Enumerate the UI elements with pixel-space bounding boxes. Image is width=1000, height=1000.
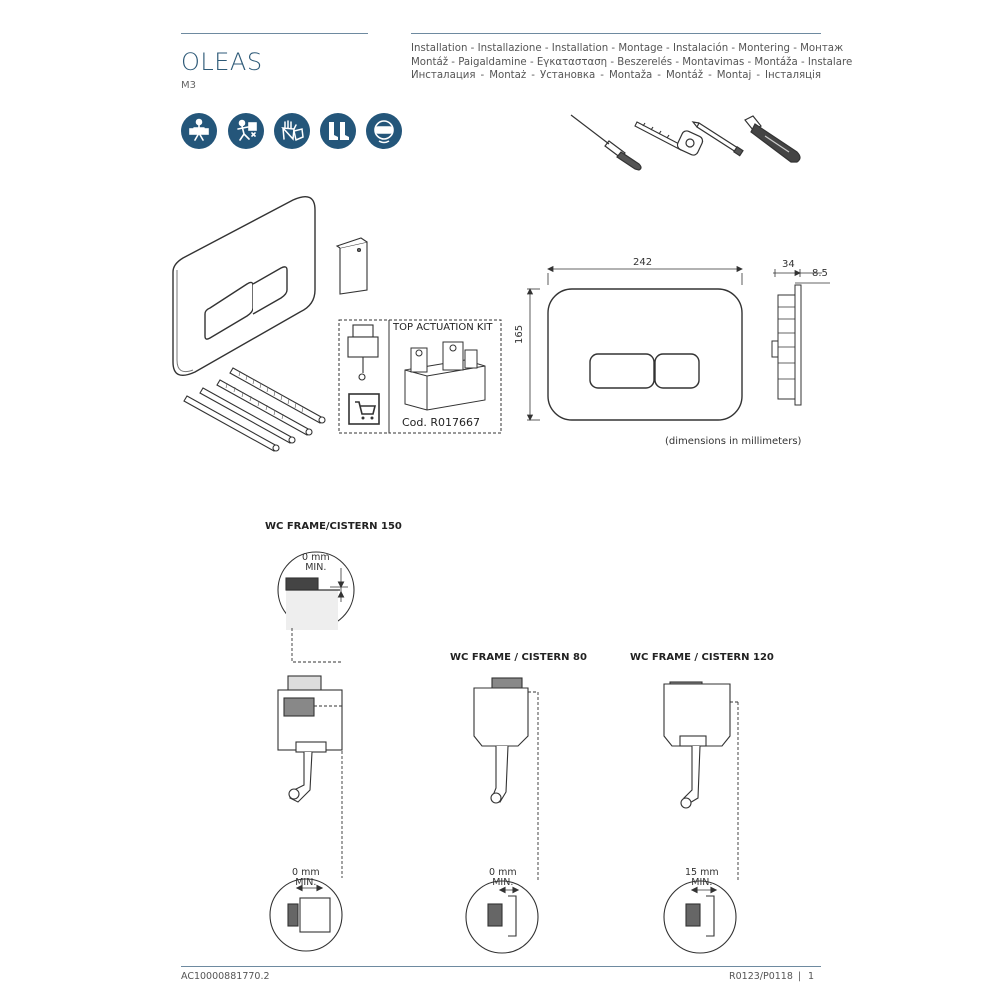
cistern-80-drawing: [466, 678, 538, 953]
footer-rule: [181, 966, 821, 967]
header-rule-left: [181, 33, 368, 34]
utility-knife-icon: [745, 116, 800, 162]
frame-120-bottom-min: [685, 868, 719, 888]
safety-boots-icon: [320, 113, 356, 149]
installation-languages-line-1: Installation - Installazione - Installation - Montage - Instalación - Montering - Монтаж: [411, 43, 844, 54]
min-value: 0 mm: [489, 867, 517, 878]
product-model: M3: [181, 80, 196, 91]
frame-150-bottom-min: [292, 868, 320, 888]
kit-code: Cod. R017667: [402, 416, 481, 429]
cistern-150-drawing: [270, 552, 354, 951]
dimension-height: 165: [514, 324, 525, 344]
cistern-120-drawing: [664, 682, 738, 953]
min-value: 0 mm: [292, 867, 320, 878]
installation-languages-line-2: Montáž - Paigaldamine - Εγκατασταση - Beszerelés - Montavimas - Montáža - Instalare: [411, 57, 853, 68]
installation-languages-line-3: Инсталация - Montaż - Установка - Montaža - Montáž - Montaj - Інсталяція: [411, 70, 821, 81]
header-rule-right: [411, 33, 821, 34]
frame-150-title: WC FRAME/CISTERN 150: [265, 521, 402, 532]
top-actuation-kit-label: TOP ACTUATION KIT: [393, 322, 493, 333]
frame-80-bottom-min: [489, 868, 517, 888]
frame-120-title: WC FRAME / CISTERN 120: [630, 652, 774, 663]
dimension-plate-thickness: 8.5: [812, 268, 828, 279]
flush-plate-illustration: [173, 197, 315, 376]
actuator-part-icon: [348, 325, 378, 380]
dimensions-note: (dimensions in millimeters): [665, 436, 802, 447]
dimension-depth: 34: [782, 259, 795, 270]
spirit-level-icon: [635, 122, 683, 150]
installation-drawings: [260, 540, 760, 970]
dimension-width: 242: [633, 257, 653, 268]
shopping-cart-icon[interactable]: [349, 394, 379, 424]
frame-150-top-min: [302, 553, 330, 573]
document-code: AC10000881770.2: [181, 971, 270, 982]
min-label: MIN.: [305, 562, 327, 573]
threaded-rods-illustration: [184, 368, 325, 451]
min-value: 0 mm: [302, 552, 330, 563]
product-title: OLEAS: [181, 48, 263, 76]
top-actuation-kit-illustration: [405, 342, 485, 410]
dimension-drawing: [510, 255, 835, 440]
min-label: MIN.: [691, 877, 713, 888]
dual-flush-button-left: [590, 354, 654, 388]
instruction-booklet-icon: [337, 238, 367, 294]
min-label: MIN.: [492, 877, 514, 888]
injury-warning-icon: [228, 113, 264, 149]
min-value: 15 mm: [685, 867, 719, 878]
page-number: 1: [808, 971, 815, 982]
two-person-lift-icon: [181, 113, 217, 149]
flush-plate-side-view: [772, 285, 801, 405]
gloves-icon: [274, 113, 310, 149]
revision-code: R0123/P0118: [729, 971, 793, 982]
screwdriver-icon: [571, 115, 641, 170]
safety-goggles-icon: [366, 113, 402, 149]
dual-flush-button-right: [655, 354, 699, 388]
tools-illustration: [565, 108, 810, 173]
tape-measure-icon: [676, 129, 704, 156]
min-label: MIN.: [295, 877, 317, 888]
frame-80-title: WC FRAME / CISTERN 80: [450, 652, 587, 663]
footer-separator: |: [798, 971, 802, 982]
